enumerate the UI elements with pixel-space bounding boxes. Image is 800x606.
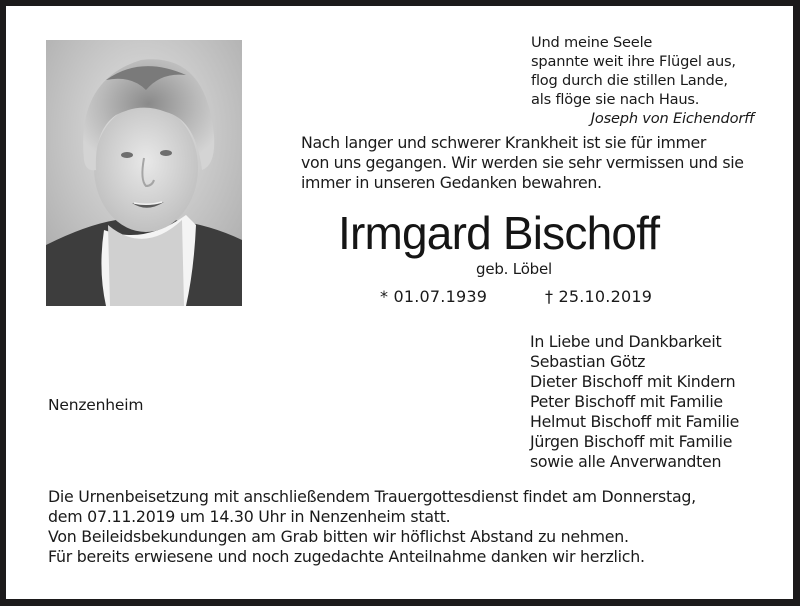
funeral-notice <box>48 487 696 567</box>
notice-line: Die Urnenbeisetzung mit anschließendem Trauergottesdienst findet am Donnerstag, <box>48 487 696 506</box>
mourners-list <box>530 332 739 472</box>
poem-line: als flöge sie nach Haus. <box>531 91 700 108</box>
intro-line: von uns gegangen. Wir werden sie sehr vermissen und sie <box>301 153 744 172</box>
maiden-name: geb. Löbel <box>476 260 552 278</box>
poem-line: Und meine Seele <box>531 34 653 51</box>
notice-line: Für bereits erwiesene und noch zugedachte Anteilnahme danken wir herzlich. <box>48 547 645 566</box>
poem <box>531 33 754 128</box>
poem-author: Joseph von Eichendorff <box>590 110 754 127</box>
birth-date: * 01.07.1939 <box>380 287 488 306</box>
mourners-line: Jürgen Bischoff mit Familie <box>530 432 733 451</box>
mourners-line: In Liebe und Dankbarkeit <box>530 332 722 351</box>
portrait-icon <box>46 40 242 306</box>
poem-line: flog durch die stillen Lande, <box>531 72 728 89</box>
mourners-line: Dieter Bischoff mit Kindern <box>530 372 736 391</box>
poem-line: spannte weit ihre Flügel aus, <box>531 53 736 70</box>
mourners-line: Sebastian Götz <box>530 352 646 371</box>
death-date: † 25.10.2019 <box>545 287 653 306</box>
obituary-card <box>6 6 793 599</box>
deceased-name: Irmgard Bischoff <box>338 207 660 259</box>
mourners-line: Helmut Bischoff mit Familie <box>530 412 740 431</box>
mourners-line: sowie alle Anverwandten <box>530 452 722 471</box>
intro-text <box>301 133 744 193</box>
intro-line: Nach langer und schwerer Krankheit ist sie für immer <box>301 133 707 152</box>
notice-line: Von Beileidsbekundungen am Grab bitten wir höflichst Abstand zu nehmen. <box>48 527 629 546</box>
notice-line: dem 07.11.2019 um 14.30 Uhr in Nenzenheim statt. <box>48 507 451 526</box>
mourners-line: Peter Bischoff mit Familie <box>530 392 723 411</box>
place-name: Nenzenheim <box>48 396 144 414</box>
portrait-photo <box>46 40 242 306</box>
intro-line: immer in unseren Gedanken bewahren. <box>301 173 602 192</box>
